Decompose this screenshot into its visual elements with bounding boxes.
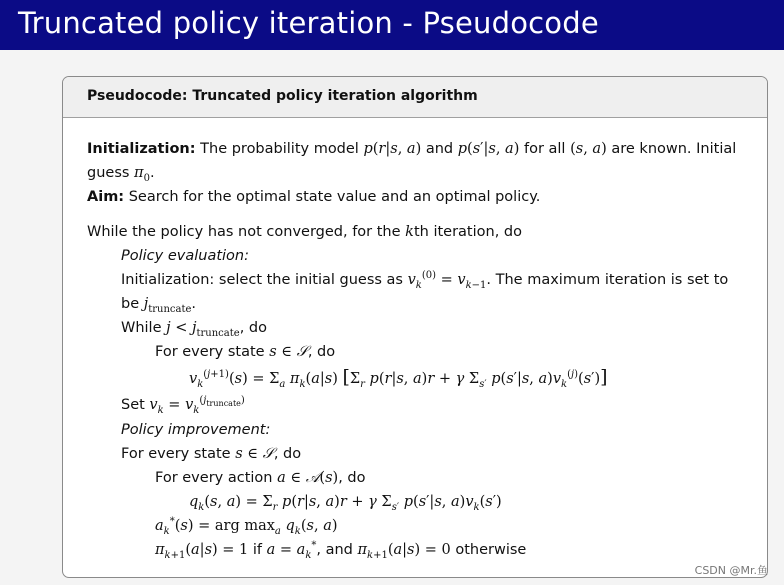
initialization-line-2: guess $\pi_0$. — [87, 165, 155, 184]
block-header — [63, 77, 767, 118]
for-every-action-line: For every action a ∈ 𝒜(s), do — [155, 470, 366, 486]
slide-title: Truncated policy iteration - Pseudocode — [18, 6, 599, 40]
for-every-state-line-1: For every state s ∈ 𝒮, do — [155, 344, 336, 360]
aim-line: Aim: Search for the optimal state value and an optimal policy. — [87, 189, 541, 205]
watermark: CSDN @Mr.鱼 — [694, 564, 768, 577]
block-title: Pseudocode: Truncated policy iteration algorithm — [87, 88, 478, 104]
set-v-line: Set $v_k = v_k^{(j_{truncate})}$ — [121, 395, 245, 416]
eval-init-line: Initialization: select the initial guess as $v_k^{(0)} = v_{k-1}$. The maximum iteration is set to — [121, 270, 729, 291]
policy-evaluation-heading: Policy evaluation: — [121, 248, 249, 264]
eval-init-line-2: be $j_{truncate}$. — [121, 296, 197, 315]
argmax-equation: $a_k^*(s)$ = arg $\max_a q_k(s$, a) — [155, 516, 338, 537]
pseudocode-block — [62, 76, 768, 578]
for-every-state-line-2: For every state s ∈ 𝒮, do — [121, 446, 302, 462]
value-update-equation: $v_k^{(j+1)}(s) = \Sigma_a$ $\pi_k(a|s)$ [$\Sigma_r$ p(r|s, a)r + γ $\Sigma_{s'}$ p(s′|s, $a)v_k^{(j)}(s')$] — [189, 366, 608, 390]
while-j-line: While $j < j_{truncate}$, do — [121, 320, 267, 339]
q-value-equation: $q_k(s$, $a) = \Sigma_r$ p(r|s, a)r + γ $\Sigma_{s'}$ p(s′|s, $a)v_k(s')$ — [189, 494, 502, 513]
initialization-line: Initialization: The probability model p(r|s, a) and p(s′|s, a) for all (s, a) are known. Initial — [87, 141, 737, 157]
policy-improvement-heading: Policy improvement: — [121, 422, 271, 438]
policy-update-equation: $\pi_{k+1}(a|s) = 1$ if $a = a_k^*$, and $\pi_{k+1}(a|s) = 0$ otherwise — [155, 540, 527, 561]
initialization-label: Initialization: — [87, 141, 196, 157]
aim-label: Aim: — [87, 189, 125, 205]
while-converged-line: While the policy has not converged, for the kth iteration, do — [87, 224, 522, 240]
slide-header — [0, 0, 784, 50]
